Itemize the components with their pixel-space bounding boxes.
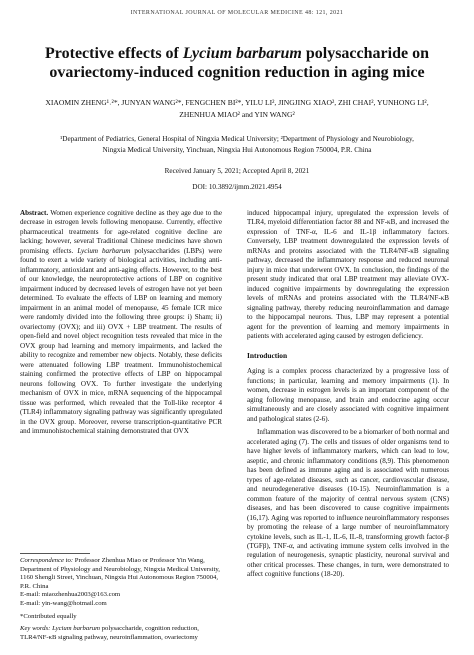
keywords-species: Lycium barbarum xyxy=(50,625,100,633)
contributed-equally: *Contributed equally xyxy=(20,612,77,620)
abstract-label: Abstract. xyxy=(20,209,49,217)
title-part-species: Lycium barbarum xyxy=(182,45,302,62)
abstract-left xyxy=(20,209,222,437)
author-list: XIAOMIN ZHENG¹˒²*, JUNYAN WANG²*, FENGCHEN BI²*, YILU LI², JINGJING XIAO², ZHI CHAI², YUNHONG LI², ZHENHUA MIAO² and YIN WANG² xyxy=(45,98,429,119)
intro-paragraph-1: Aging is a complex process characterized by a progressive loss of functions; in particular, learning and memory impairments (1). In women, decrease in estrogen levels is an important component of the aging following menopause, and brain and endocrine aging occur simultaneously and are closely associated with cognitive impairment and pathological states (2-6). xyxy=(247,367,449,423)
abstract-text-2: polysaccharides (LBPs) were found to exert a wide variety of biological activities, including anti-inflammatory, antioxidant and anti-aging effects. However, to the best of our knowledge, the neuroprotective actions of LBP on cognitive impairment induced by decreased levels of estrogen have not yet been determined. To evaluate the effects of LBP on learning and memory impairment in an animal model of menopause, 45 female ICR mice were randomly divided into the following three groups: i) Sham; ii) ovariectomy (OVX); and iii) OVX + LBP treatment. The results of open-field and novel object recognition tests revealed that mice in the OVX group had learning and memory impairments, and lacked the ability to recognize and remember new objects. Notably, these deficits were attenuated following LBP treatment. Immunohistochemical staining confirmed the protective effects of LBP on hippocampal neurons following OVX. To further investigate the underlying mechanism of OVX in mice, mRNA sequencing of the hippocampal tissue was performed, which revealed that the Toll-like receptor 4 (TLR4) inflammatory signaling pathway was significantly upregulated in the OVX group. Moreover, reverse transcription-quantitative PCR and immunohistochemical staining demonstrated that OVX xyxy=(20,246,222,436)
left-column xyxy=(20,209,222,441)
abstract-text-1: Women experience cognitive decline as they age due to the decrease in estrogen levels following menopause. Currently, effective pharmaceutical treatments for age-related cognitive decline are lacking; however, several Traditional Chinese medicines have shown promising effects. xyxy=(20,209,222,255)
article-title xyxy=(24,44,450,82)
footnote-rule xyxy=(20,553,90,554)
journal-header: INTERNATIONAL JOURNAL OF MOLECULAR MEDICINE 48: 121, 2021 xyxy=(130,10,344,16)
affiliations xyxy=(40,134,434,156)
correspondence-label: Correspondence to: xyxy=(20,557,74,564)
section-heading-introduction: Introduction xyxy=(247,350,288,360)
right-column xyxy=(247,209,449,584)
received-accepted-dates: Received January 5, 2021; Accepted April 8, 2021 xyxy=(164,167,310,175)
abstract-species: Lycium barbarum xyxy=(77,246,131,255)
email-miao: E-mail: miaozhenhua2003@163.com xyxy=(20,591,121,599)
correspondence-text: Professor Zhenhua Miao or Professor Yin Wang, Department of Physiology and Neurobiology, Ningxia Medical University, 1160 Shengli Street, Yinchuan, Ningxia Hui Autonomous Region 750004, P.R. China xyxy=(20,557,220,590)
footnotes xyxy=(20,557,222,646)
intro-paragraph-2: Inflammation was discovered to be a biomarker of both normal and accelerated aging (7). The cells and tissues of older organisms tend to have higher levels of inflammatory markers, which can lead to low, aseptic, and chronic inflammatory conditions (8,9). This phenomenon has been defined as immune aging and is associated with numerous types of age-related diseases, such as cancer, cardiovascular disease, and neurodegenerative diseases (10-15). Neuroinflammation is a common feature of the majority of central nervous system (CNS) diseases, and has been discovered to cause cognitive impairments (16,17). Aging was reported to influence neuroinflammatory responses by promoting the release of a large number of neuroinflammatory cytokine levels, such as IL-1, IL-6, IL-8, transforming growth factor-β (TGFβ), TNF-α, and activating immune system cells involved in the regulation of neurogenesis, synaptic plasticity, neuronal survival and other critical processes. These changes, in turn, were demonstrated to affect cognitive functions (18-20). xyxy=(247,428,449,579)
affiliation-line-2: Ningxia Medical University, Yinchuan, Ningxia Hui Autonomous Region 750004, P.R. China xyxy=(102,146,372,154)
abstract-right: induced hippocampal injury, upregulated the expression levels of TLR4, myeloid differentiation factor 88 and NF-κB, and increased the expression of TNF-α, IL-6 and IL-1β inflammatory factors. Conversely, LBP treatment downregulated the expression levels of mRNAs and proteins associated with the TLR4/NF-κB signaling pathway, decreased the inflammatory response and reduced neuronal injury in mice that underwent OVX. In conclusion, the findings of the present study indicated that oral LBP treatment may alleviate OVX-induced cognitive impairments by downregulating the expression levels of mRNAs and proteins associated with the TLR4/NF-κB signaling pathway, thereby reducing neuroinflammation and damage to the hippocampal neurons. Thus, LBP may represent a potential agent for the prevention of learning and memory impairments in patients with accelerated aging caused by estrogen deficiency. xyxy=(247,209,449,341)
doi: DOI: 10.3892/ijmm.2021.4954 xyxy=(192,183,282,191)
keywords xyxy=(20,625,222,642)
title-part-2: polysaccharide on ovariectomy-induced cognition reduction in aging mice xyxy=(49,45,429,81)
title-part-1: Protective effects of xyxy=(45,45,183,62)
keywords-text: polysaccharide, cognition reduction, TLR4/NF-κB signaling pathway, neuroinflammation, ovariectomy xyxy=(20,625,199,641)
email-wang: E-mail: yin-wang@hotmail.com xyxy=(20,599,107,607)
correspondence xyxy=(20,557,222,609)
keywords-label: Key words: xyxy=(20,625,51,633)
affiliation-line-1: ¹Department of Pediatrics, General Hospital of Ningxia Medical University; ²Department of Physiology and Neurobiology, xyxy=(60,135,414,143)
